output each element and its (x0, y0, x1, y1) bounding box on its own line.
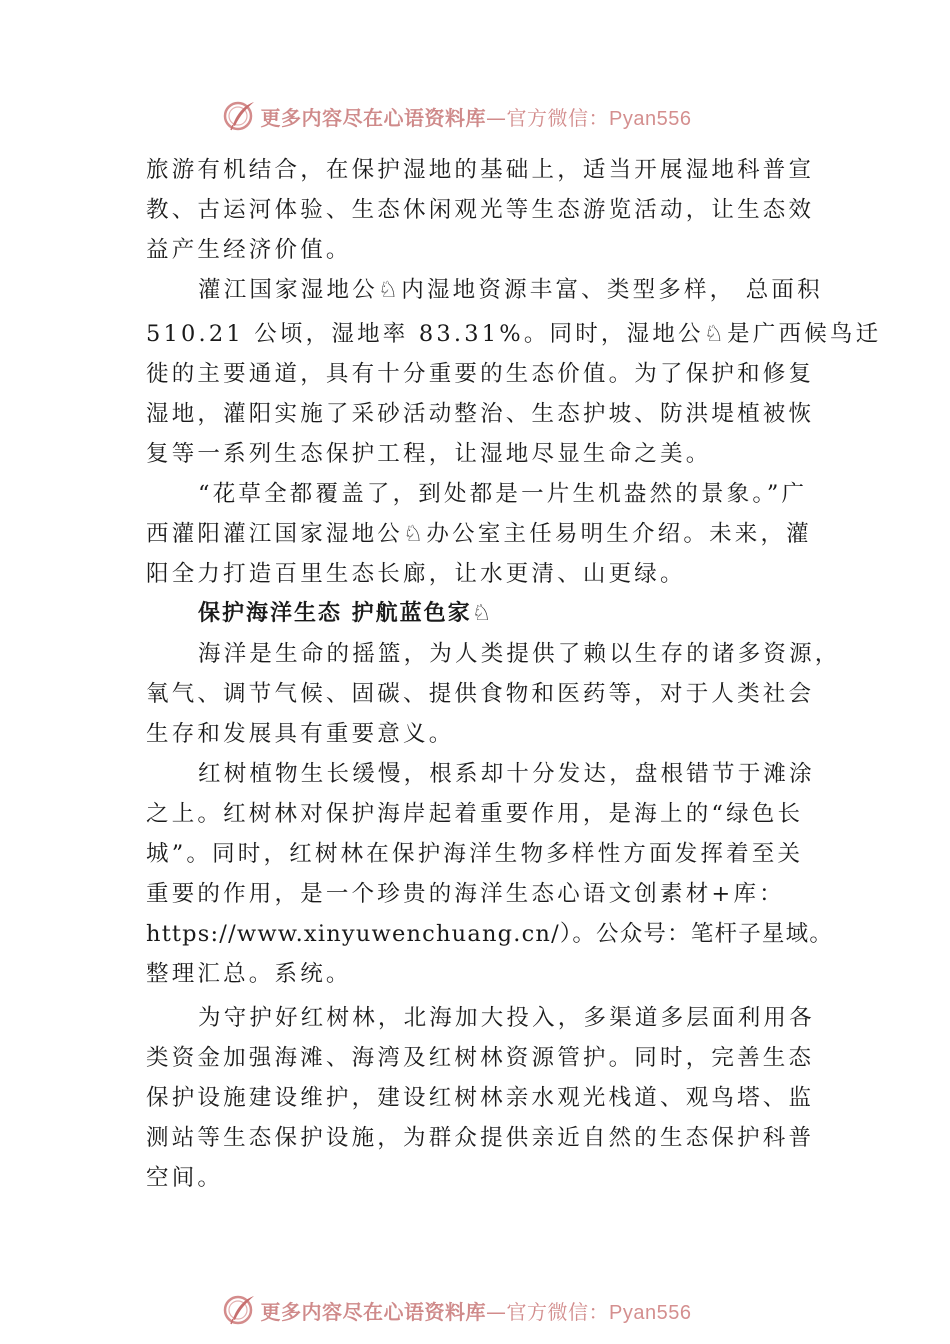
text-line: 湿地，灌阳实施了采砂活动整治、生态护坡、防洪堤植被恢 (146, 401, 815, 427)
text-line: 保护设施建设维护，建设红树林亲水观光栈道、观鸟塔、监 (146, 1085, 815, 1111)
text-line: 益产生经济价值。 (146, 237, 352, 263)
text-line: 海洋是生命的摇篮，为人类提供了赖以生存的诸多资源， (198, 641, 841, 667)
document-body (146, 150, 882, 1198)
text-line: 510.21 公顷，湿地率 83.31%。同时，湿地公♘是广西候鸟迁 (146, 321, 882, 347)
watermark-text (261, 1296, 692, 1325)
text-line: 空间。 (146, 1165, 224, 1191)
text-line: 之上。红树林对保护海岸起着重要作用，是海上的“绿色长 (146, 801, 804, 827)
text-line: 旅游有机结合，在保护湿地的基础上，适当开展湿地科普宣 (146, 157, 815, 183)
text-line: “花草全都覆盖了，到处都是一片生机盎然的景象。”广 (198, 481, 808, 507)
text-line: 教、古运河体验、生态休闲观光等生态游览活动，让生态效 (146, 197, 815, 223)
text-line: 测站等生态保护设施，为群众提供亲近自然的生态保护科普 (146, 1125, 815, 1151)
quill-logo-icon (223, 99, 257, 133)
section-heading: 保护海洋生态 护航蓝色家♘ (198, 601, 494, 626)
text-line: 复等一系列生态保护工程，让湿地尽显生命之美。 (146, 441, 712, 467)
text-line: 为守护好红树林，北海加大投入，多渠道多层面利用各 (198, 1005, 815, 1031)
text-line: 城”。同时，红树林在保护海洋生物多样性方面发挥着至关 (146, 841, 804, 867)
paragraph-6 (146, 998, 815, 1198)
text-line: 灌江国家湿地公♘内湿地资源丰富、类型多样， 总面积 (198, 277, 823, 303)
watermark-header (0, 96, 950, 136)
watermark-id: Pyan556 (609, 107, 692, 130)
watermark-title: 更多内容尽在心语资料库 (260, 1299, 487, 1324)
paragraph-4 (146, 634, 841, 754)
watermark-id: Pyan556 (609, 1301, 692, 1324)
text-line: 类资金加强海滩、海湾及红树林资源管护。同时，完善生态 (146, 1045, 815, 1071)
text-line: 氧气、调节气候、固碳、提供食物和医药等，对于人类社会 (146, 681, 815, 707)
quill-logo-icon (223, 1293, 257, 1327)
paragraph-5 (146, 754, 834, 994)
text-line: 徙的主要通道，具有十分重要的生态价值。为了保护和修复 (146, 361, 815, 387)
paragraph-2 (146, 270, 882, 474)
text-line: 重要的作用，是一个珍贵的海洋生态心语文创素材+库： (146, 881, 785, 907)
watermark-text (261, 102, 692, 131)
watermark-label: —官方微信： (486, 105, 610, 130)
text-line: https://www.xinyuwenchuang.cn/）。公众号：笔杆子星域。 (146, 921, 834, 947)
text-line: 红树植物生长缓慢，根系却十分发达，盘根错节于滩涂 (198, 761, 815, 787)
watermark-label: —官方微信： (486, 1299, 610, 1324)
watermark-footer (0, 1290, 950, 1330)
text-line: 阳全力打造百里生态长廊，让水更清、山更绿。 (146, 561, 686, 587)
paragraph-3 (146, 474, 810, 594)
text-line: 西灌阳灌江国家湿地公♘办公室主任易明生介绍。未来，灌 (146, 521, 812, 547)
paragraph-1 (146, 150, 815, 270)
text-line: 整理汇总。系统。 (146, 961, 352, 987)
text-line: 生存和发展具有重要意义。 (146, 721, 455, 747)
watermark-title: 更多内容尽在心语资料库 (260, 105, 487, 130)
